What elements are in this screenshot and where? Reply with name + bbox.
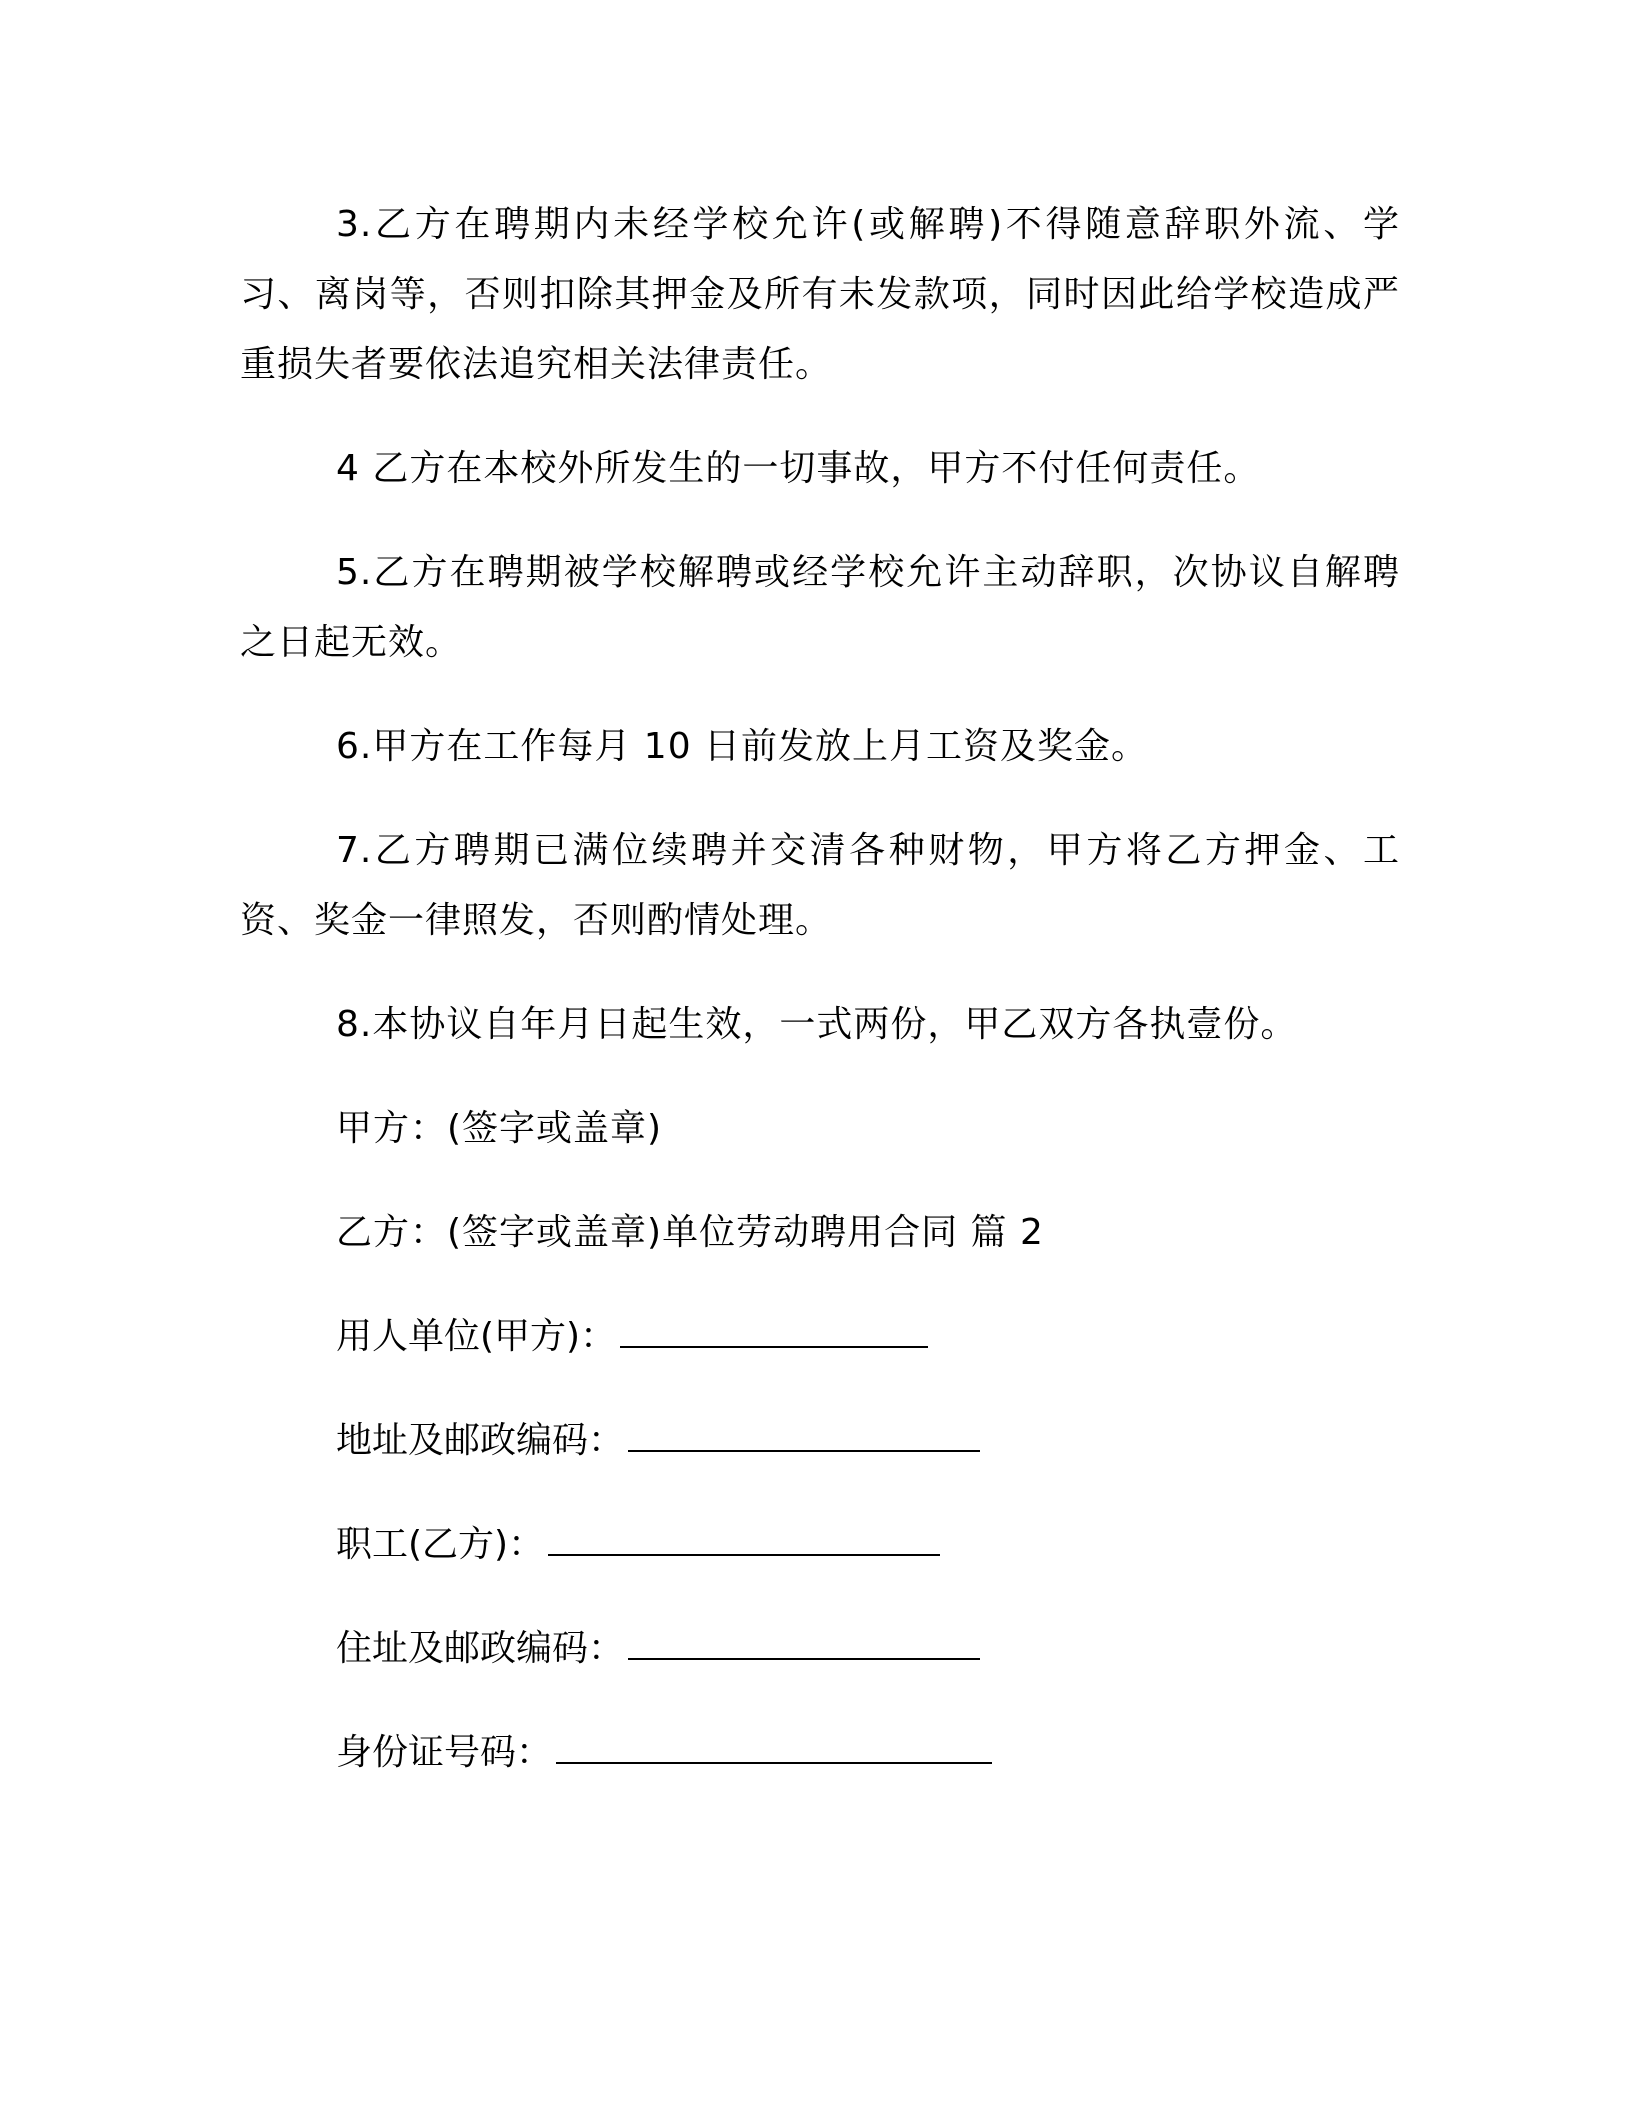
id-number-blank: [556, 1730, 992, 1764]
clause-5: 5.乙方在聘期被学校解聘或经学校允许主动辞职，次协议自解聘之日起无效。: [240, 552, 1400, 663]
employee-address-label: 住址及邮政编码：: [336, 1628, 625, 1669]
party-b-signature-line: 乙方：(签字或盖章)单位劳动聘用合同 篇 2: [336, 1212, 1044, 1253]
party-a-signature-line: 甲方：(签字或盖章): [336, 1108, 663, 1149]
employee-label: 职工(乙方)：: [336, 1524, 545, 1565]
document-body: [240, 190, 1400, 1788]
employer-field: [240, 1302, 1400, 1372]
clause-7: 7.乙方聘期已满位续聘并交清各种财物，甲方将乙方押金、工资、奖金一律照发，否则酌情处理。: [240, 830, 1400, 941]
employer-address-blank: [628, 1418, 980, 1452]
employer-address-field: [240, 1406, 1400, 1476]
employee-blank: [548, 1522, 940, 1556]
clause-6: 6.甲方在工作每月 10 日前发放上月工资及奖金。: [336, 726, 1149, 767]
clause-4: 4 乙方在本校外所发生的一切事故，甲方不付任何责任。: [336, 448, 1261, 489]
employee-address-field: [240, 1614, 1400, 1684]
employer-label: 用人单位(甲方)：: [336, 1316, 617, 1357]
employer-blank: [620, 1314, 928, 1348]
employee-address-blank: [628, 1626, 980, 1660]
clause-8: 8.本协议自年月日起生效，一式两份，甲乙双方各执壹份。: [336, 1004, 1298, 1045]
id-number-label: 身份证号码：: [336, 1732, 553, 1773]
clause-3: 3.乙方在聘期内未经学校允许(或解聘)不得随意辞职外流、学习、离岗等，否则扣除其押金及所有未发款项，同时因此给学校造成严重损失者要依法追究相关法律责任。: [240, 204, 1400, 385]
employer-address-label: 地址及邮政编码：: [336, 1420, 625, 1461]
id-number-field: [240, 1718, 1400, 1788]
employee-field: [240, 1510, 1400, 1580]
